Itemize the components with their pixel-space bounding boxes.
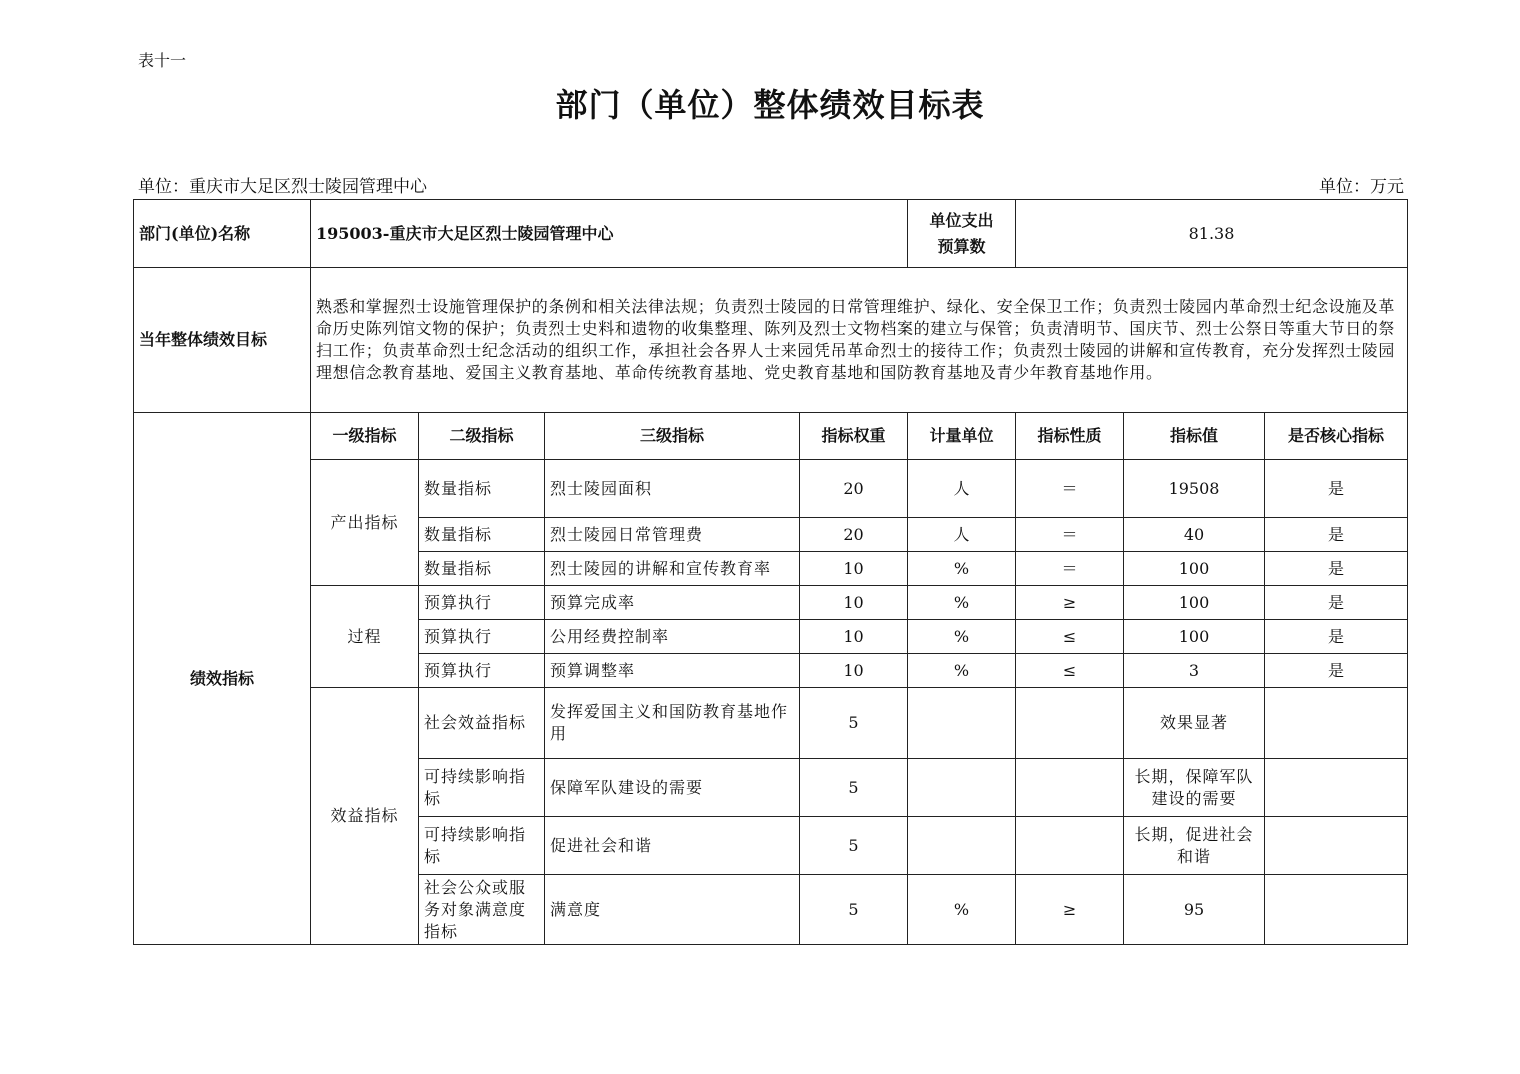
- cell-unit: [908, 817, 1016, 875]
- cell-unit: 人: [908, 518, 1016, 552]
- performance-table: [133, 199, 1408, 945]
- cell-nature: [1016, 759, 1124, 817]
- header-core: 是否核心指标: [1265, 413, 1408, 460]
- cell-weight: 5: [800, 688, 908, 759]
- group-benefit: 效益指标: [311, 688, 419, 945]
- dept-name-label: 部门(单位)名称: [134, 200, 311, 268]
- cell-level3: 保障军队建设的需要: [545, 759, 800, 817]
- cell-level2: 数量指标: [419, 518, 545, 552]
- cell-unit: [908, 688, 1016, 759]
- cell-level2: 数量指标: [419, 460, 545, 518]
- goal-label: 当年整体绩效目标: [134, 268, 311, 413]
- cell-unit: %: [908, 875, 1016, 945]
- cell-unit: %: [908, 654, 1016, 688]
- table-number-label: 表十一: [138, 51, 187, 70]
- cell-core: 是: [1265, 620, 1408, 654]
- budget-label: [908, 200, 1016, 268]
- cell-core: [1265, 688, 1408, 759]
- cell-nature: [1016, 688, 1124, 759]
- cell-value: 长期，促进社会和谐: [1124, 817, 1265, 875]
- cell-level2: 预算执行: [419, 586, 545, 620]
- cell-level3: 发挥爱国主义和国防教育基地作用: [545, 688, 800, 759]
- cell-weight: 10: [800, 586, 908, 620]
- cell-unit: %: [908, 586, 1016, 620]
- header-nature: 指标性质: [1016, 413, 1124, 460]
- dept-row: [134, 200, 1408, 268]
- budget-label-line2: 预算数: [937, 236, 986, 256]
- cell-unit: %: [908, 552, 1016, 586]
- cell-core: 是: [1265, 586, 1408, 620]
- header-unit: 计量单位: [908, 413, 1016, 460]
- cell-weight: 5: [800, 875, 908, 945]
- cell-value: 100: [1124, 586, 1265, 620]
- cell-value: 100: [1124, 620, 1265, 654]
- cell-nature: ≥: [1016, 586, 1124, 620]
- cell-unit: %: [908, 620, 1016, 654]
- dept-name-value: 195003-重庆市大足区烈士陵园管理中心: [311, 200, 908, 268]
- cell-value: 95: [1124, 875, 1265, 945]
- cell-level3: 公用经费控制率: [545, 620, 800, 654]
- cell-core: [1265, 817, 1408, 875]
- cell-value: 长期，保障军队建设的需要: [1124, 759, 1265, 817]
- cell-nature: ＝: [1016, 460, 1124, 518]
- cell-level3: 烈士陵园日常管理费: [545, 518, 800, 552]
- cell-level2: 社会公众或服务对象满意度指标: [419, 875, 545, 945]
- header-level2: 二级指标: [419, 413, 545, 460]
- header-value: 指标值: [1124, 413, 1265, 460]
- indicators-section-label: 绩效指标: [134, 413, 311, 945]
- header-level3: 三级指标: [545, 413, 800, 460]
- goal-row: [134, 268, 1408, 413]
- cell-level3: 烈士陵园的讲解和宣传教育率: [545, 552, 800, 586]
- cell-value: 40: [1124, 518, 1265, 552]
- cell-value: 19508: [1124, 460, 1265, 518]
- cell-nature: [1016, 817, 1124, 875]
- indicator-header-row: [134, 413, 1408, 460]
- cell-level2: 预算执行: [419, 620, 545, 654]
- cell-level3: 满意度: [545, 875, 800, 945]
- cell-weight: 20: [800, 460, 908, 518]
- cell-weight: 5: [800, 817, 908, 875]
- cell-level2: 可持续影响指标: [419, 817, 545, 875]
- cell-weight: 10: [800, 620, 908, 654]
- cell-weight: 20: [800, 518, 908, 552]
- cell-nature: ＝: [1016, 552, 1124, 586]
- header-weight: 指标权重: [800, 413, 908, 460]
- cell-level3: 促进社会和谐: [545, 817, 800, 875]
- group-process: 过程: [311, 586, 419, 688]
- cell-level3: 预算调整率: [545, 654, 800, 688]
- cell-core: 是: [1265, 460, 1408, 518]
- cell-unit: 人: [908, 460, 1016, 518]
- cell-level3: 烈士陵园面积: [545, 460, 800, 518]
- cell-level2: 预算执行: [419, 654, 545, 688]
- cell-level2: 可持续影响指标: [419, 759, 545, 817]
- cell-nature: ≥: [1016, 875, 1124, 945]
- cell-core: [1265, 759, 1408, 817]
- budget-value: 81.38: [1016, 200, 1408, 268]
- cell-unit: [908, 759, 1016, 817]
- cell-weight: 10: [800, 552, 908, 586]
- unit-name-line: 单位：重庆市大足区烈士陵园管理中心: [138, 177, 427, 197]
- table-row: [134, 586, 1408, 620]
- cell-core: 是: [1265, 654, 1408, 688]
- cell-level2: 社会效益指标: [419, 688, 545, 759]
- cell-nature: ≤: [1016, 620, 1124, 654]
- cell-level3: 预算完成率: [545, 586, 800, 620]
- page-title: 部门（单位）整体绩效目标表: [555, 86, 985, 124]
- cell-value: 3: [1124, 654, 1265, 688]
- currency-unit-line: 单位：万元: [1319, 177, 1404, 197]
- cell-level2: 数量指标: [419, 552, 545, 586]
- cell-core: 是: [1265, 518, 1408, 552]
- table-row: [134, 460, 1408, 518]
- table-row: [134, 688, 1408, 759]
- cell-nature: ＝: [1016, 518, 1124, 552]
- cell-value: 100: [1124, 552, 1265, 586]
- header-level1: 一级指标: [311, 413, 419, 460]
- goal-text: 熟悉和掌握烈士设施管理保护的条例和相关法律法规；负责烈士陵园的日常管理维护、绿化、安全保卫工作；负责烈士陵园内革命烈士纪念设施及革命历史陈列馆文物的保护；负责烈士史料和遗物的收集整理、陈列及烈士文物档案的建立与保管；负责清明节、国庆节、烈士公祭日等重大节日的祭扫工作；负责革命烈士纪念活动的组织工作，承担社会各界人士来园凭吊革命烈士的接待工作；负责烈士陵园的讲解和宣传教育，充分发挥烈士陵园理想信念教育基地、爱国主义教育基地、革命传统教育基地、党史教育基地和国防教育基地及青少年教育基地作用。: [311, 268, 1408, 413]
- cell-weight: 5: [800, 759, 908, 817]
- cell-core: 是: [1265, 552, 1408, 586]
- cell-nature: ≤: [1016, 654, 1124, 688]
- cell-weight: 10: [800, 654, 908, 688]
- group-output: 产出指标: [311, 460, 419, 586]
- budget-label-line1: 单位支出: [929, 210, 994, 230]
- cell-core: [1265, 875, 1408, 945]
- cell-value: 效果显著: [1124, 688, 1265, 759]
